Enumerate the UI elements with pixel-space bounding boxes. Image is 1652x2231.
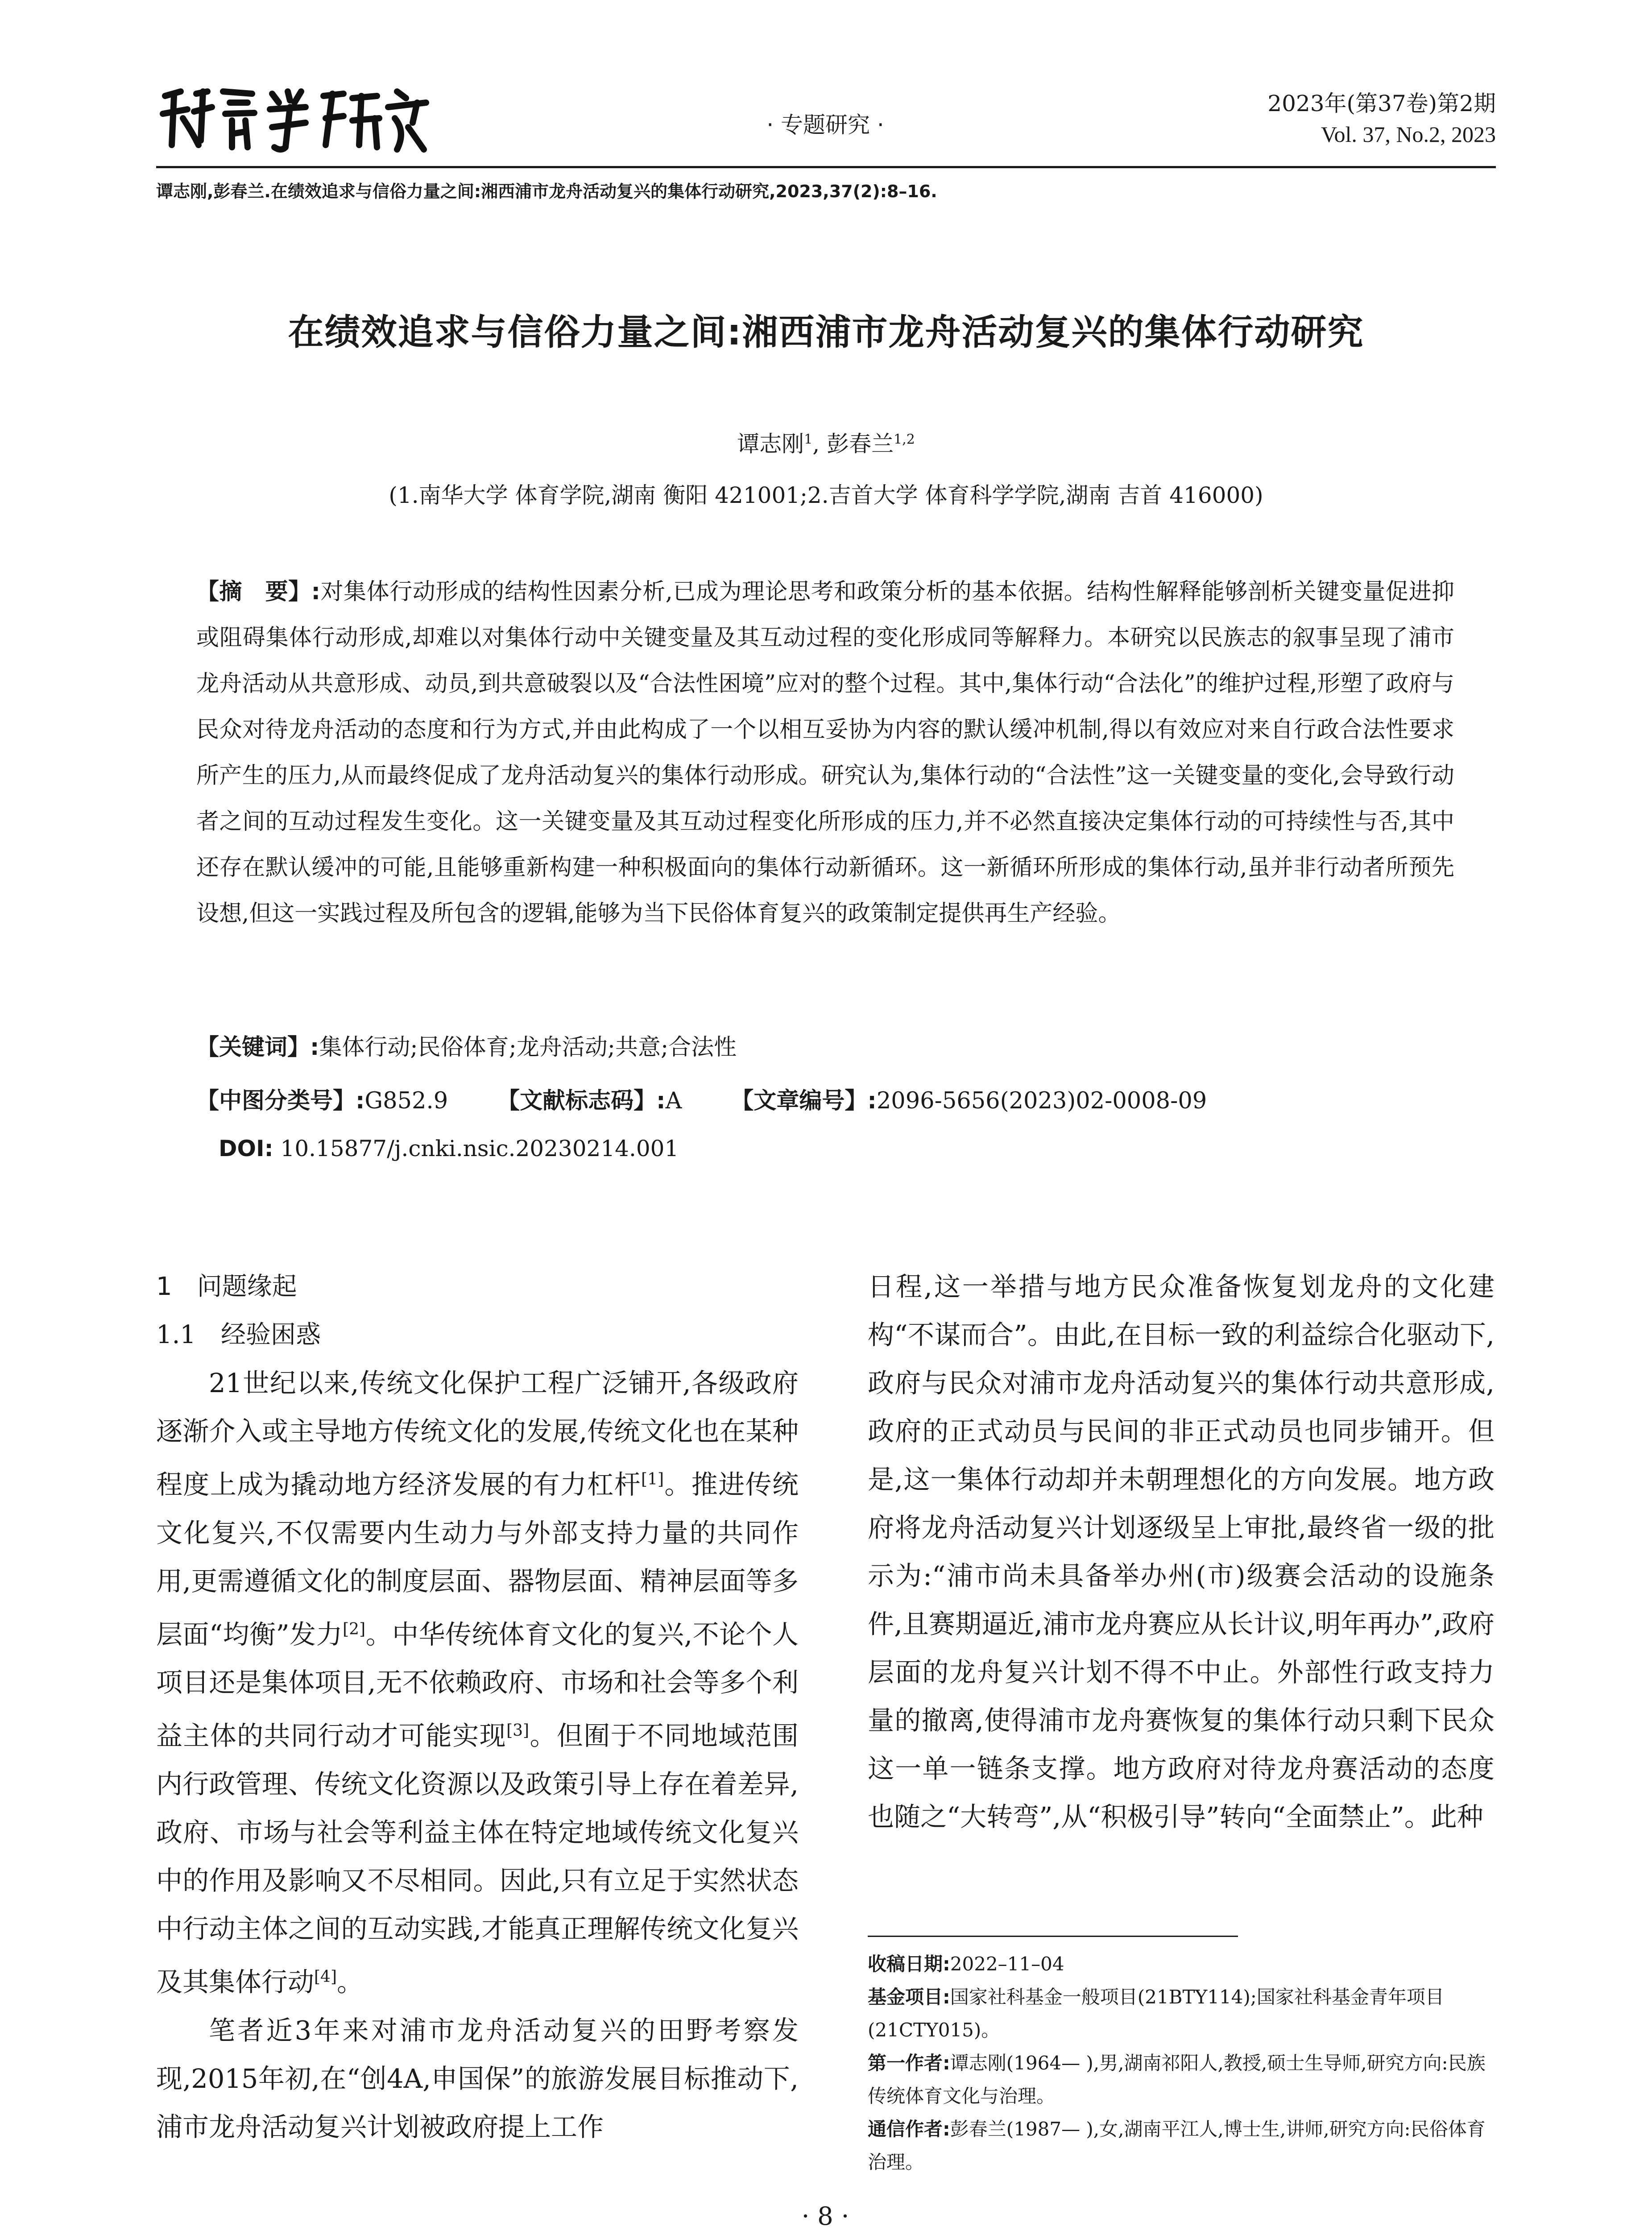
classification-line xyxy=(196,1082,1207,1115)
body-column-left xyxy=(156,1263,799,2151)
citation-ref[interactable]: [2] xyxy=(343,1620,366,1638)
citation-ref[interactable]: [4] xyxy=(314,1967,337,1986)
citation-line: 谭志刚,彭春兰.在绩效追求与信俗力量之间:湘西浦市龙舟活动复兴的集体行动研究,2023,37(2):8–16. xyxy=(156,182,937,201)
keywords-text: 集体行动;民俗体育;龙舟活动;共意;合法性 xyxy=(319,1034,737,1061)
author-affiliation-mark: 1,2 xyxy=(894,431,915,448)
doc-code-value: A xyxy=(665,1088,682,1114)
author-name: 谭志刚 xyxy=(737,431,804,457)
body-paragraph: 日程,这一举措与地方民众准备恢复划龙舟的文化建构“不谋而合”。由此,在目标一致的利益综合化驱动下,政府与民众对浦市龙舟活动复兴的集体行动共意形成,政府的正式动员与民间的非正式动员也同步铺开。但是,这一集体行动却并未朝理想化的方向发展。地方政府将龙舟活动复兴计划逐级呈上审批,最终省一级的批示为:“浦市尚未具备举办州(市)级赛会活动的设施条件,且赛期逼近,浦市龙舟赛应从长计议,明年再办”,政府层面的龙舟复兴计划不得不中止。外部性行政支持力量的撤离,使得浦市龙舟赛恢复的集体行动只剩下民众这一单一链条支撑。地方政府对待龙舟赛活动的态度也随之“大转弯”,从“积极引导”转向“全面禁止”。此种 xyxy=(868,1271,1495,1832)
header-rule xyxy=(156,166,1496,168)
section-label: · 专题研究 · xyxy=(766,112,884,138)
author-separator: , xyxy=(812,431,827,457)
clc-value: G852.9 xyxy=(364,1088,448,1114)
author-affiliation-mark: 1 xyxy=(804,431,813,448)
article-no-value: 2096-5656(2023)02-0008-09 xyxy=(876,1088,1207,1114)
citation-ref[interactable]: [3] xyxy=(506,1721,530,1740)
journal-logo xyxy=(156,78,433,156)
abstract xyxy=(196,569,1454,937)
author-name: 彭春兰 xyxy=(827,431,894,457)
keywords-line xyxy=(196,1028,737,1062)
body-paragraph: 笔者近3年来对浦市龙舟活动复兴的田野考察发现,2015年初,在“创4A,申国保”的旅游发展目标推动下,浦市龙舟活动复兴计划被政府提上工作 xyxy=(156,2015,799,2142)
affiliations: (1.南华大学 体育学院,湖南 衡阳 421001;2.吉首大学 体育科学学院,湖南 吉首 416000) xyxy=(389,482,1263,508)
page-number: · 8 · xyxy=(801,2202,849,2231)
footnotes xyxy=(868,1948,1495,2179)
article-title: 在绩效追求与信俗力量之间:湘西浦市龙舟活动复兴的集体行动研究 xyxy=(288,311,1364,353)
citation-ref[interactable]: [1] xyxy=(641,1470,664,1489)
authors xyxy=(156,426,1496,458)
footnote-received: 收稿日期:2022–11–04 xyxy=(868,1953,1064,1975)
section-heading: 1 问题缘起 xyxy=(156,1272,297,1301)
doi-label: DOI: xyxy=(219,1136,273,1161)
abstract-label: 【摘 要】: xyxy=(196,579,321,605)
issue-info-cn: 2023年(第37卷)第2期 xyxy=(1267,91,1496,116)
body-paragraph: 21世纪以来,传统文化保护工程广泛铺开,各级政府逐渐介入或主导地方传统文化的发展,传统文化也在某种程度上成为撬动地方经济发展的有力杠杆[1]。推进传统文化复兴,不仅需要内生动力与外部支持力量的共同作用,更需遵循文化的制度层面、器物层面、精神层面等多层面“均衡”发力[2]。中华传统体育文化的复兴,不论个人项目还是集体项目,无不依赖政府、市场和社会等多个利益主体的共同行动才可能实现[3]。但囿于不同地域范围内行政管理、传统文化资源以及政策引导上存在着差异,政府、市场与社会等利益主体在特定地域传统文化复兴中的作用及影响又不尽相同。因此,只有立足于实然状态中行动主体之间的互动实践,才能真正理解传统文化复兴及其集体行动[4]。 xyxy=(156,1368,799,1998)
footnote-rule xyxy=(868,1936,1238,1937)
doi-line xyxy=(219,1136,679,1161)
clc-label: 【中图分类号】: xyxy=(196,1088,365,1114)
footnote-first-author: 第一作者:谭志刚(1964— ),男,湖南祁阳人,教授,硕士生导师,研究方向:民族传统体育文化与治理。 xyxy=(868,2052,1486,2107)
footnote-corresponding-author: 通信作者:彭春兰(1987— ),女,湖南平江人,博士生,讲师,研究方向:民俗体育治理。 xyxy=(868,2118,1486,2173)
keywords-label: 【关键词】: xyxy=(196,1034,319,1061)
body-column-right xyxy=(868,1263,1495,1841)
doi-link[interactable]: 10.15877/j.cnki.nsic.20230214.001 xyxy=(280,1136,679,1161)
subsection-heading: 1.1 经验困惑 xyxy=(156,1320,321,1349)
issue-info-en: Vol. 37, No.2, 2023 xyxy=(1321,122,1496,147)
article-no-label: 【文章编号】: xyxy=(731,1088,877,1114)
footnote-fund: 基金项目:国家社科基金一般项目(21BTY114);国家社科基金青年项目(21CTY015)。 xyxy=(868,1986,1444,2041)
doc-code-label: 【文献标志码】: xyxy=(497,1088,666,1114)
abstract-text: 对集体行动形成的结构性因素分析,已成为理论思考和政策分析的基本依据。结构性解释能够剖析关键变量促进抑或阻碍集体行动形成,却难以对集体行动中关键变量及其互动过程的变化形成同等解释力。本研究以民族志的叙事呈现了浦市龙舟活动从共意形成、动员,到共意破裂以及“合法性困境”应对的整个过程。其中,集体行动“合法化”的维护过程,形塑了政府与民众对待龙舟活动的态度和行为方式,并由此构成了一个以相互妥协为内容的默认缓冲机制,得以有效应对来自行政合法性要求所产生的压力,从而最终促成了龙舟活动复兴的集体行动形成。研究认为,集体行动的“合法性”这一关键变量的变化,会导致行动者之间的互动过程发生变化。这一关键变量及其互动过程变化所形成的压力,并不必然直接决定集体行动的可持续性与否,其中还存在默认缓冲的可能,且能够重新构建一种积极面向的集体行动新循环。这一新循环所形成的集体行动,虽并非行动者所预先设想,但这一实践过程及所包含的逻辑,能够为当下民俗体育复兴的政策制定提供再生产经验。 xyxy=(196,579,1454,927)
